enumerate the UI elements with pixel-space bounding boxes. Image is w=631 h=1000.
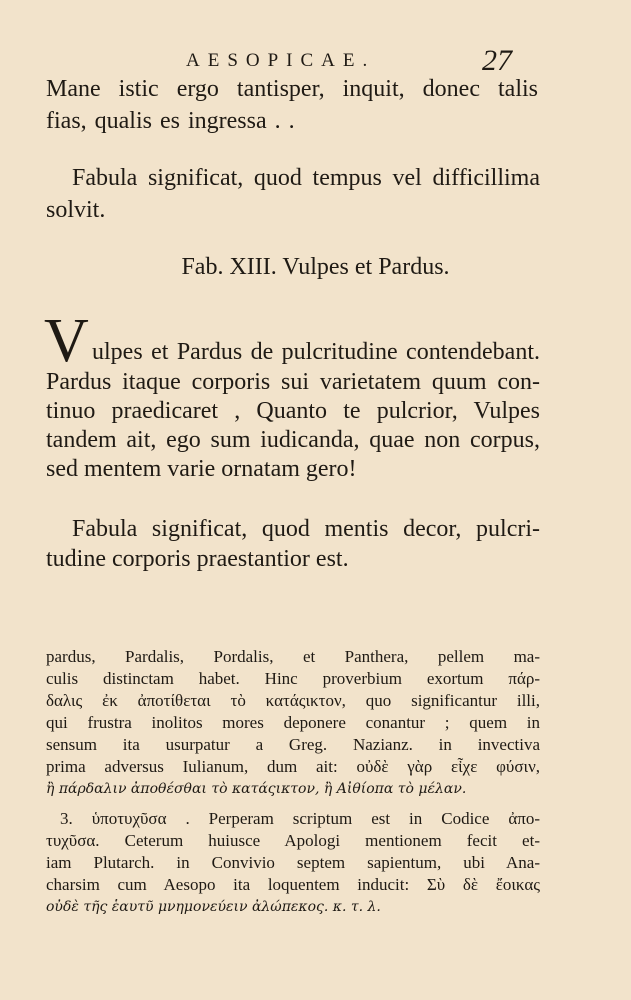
running-head <box>0 46 631 80</box>
footnote-line: charsim cum Aesopo ita loquentem inducit: Σὺ δὲ ἔοικας <box>46 875 540 894</box>
moral-line: tudine corporis praestantior est. <box>46 546 349 572</box>
moral-line: Fabula significat, quod tempus vel difficillima <box>72 165 540 191</box>
fable-line: tandem ait, ego sum iudicanda, quae non corpus, <box>46 427 540 453</box>
paragraph-line: fias, qualis es ingressa . . <box>46 108 295 134</box>
footnote-line: culis distinctam habet. Hinc proverbium exortum πάρ- <box>46 669 540 688</box>
footnote-line: iam Plutarch. in Convivio septem sapientum, ubi Ana- <box>46 853 540 872</box>
fable-line: tinuo praedicaret , Quanto te pulcrior, Vulpes <box>46 398 540 424</box>
fable-line: ulpes et Pardus de pulcritudine contendebant. <box>92 339 540 365</box>
fable-line: sed mentem varie ornatam gero! <box>46 456 357 482</box>
footnote-line: pardus, Pardalis, Pordalis, et Panthera, pellem ma- <box>46 647 540 666</box>
footnote-greek-line: οὐδὲ τῆς ἑαυτῦ μνημονεύειν ἀλώπεκος. κ. τ. λ. <box>46 899 381 915</box>
footnote-line: 3. ὑποτυχῦσα . Perperam scriptum est in Codice ἀπο- <box>60 809 540 828</box>
fable-title: Fab. XIII. Vulpes et Pardus. <box>181 254 450 280</box>
moral-line: Fabula significat, quod mentis decor, pulcri- <box>72 516 540 542</box>
moral-line: solvit. <box>46 197 106 223</box>
footnote-line: qui frustra inolitos mores deponere conantur ; quem in <box>46 713 540 732</box>
paragraph-line: Mane istic ergo tantisper, inquit, donec talis <box>46 76 538 102</box>
footnote-line: prima adversus Iulianum, dum ait: οὐδὲ γὰρ εἶχε φύσιν, <box>46 757 540 776</box>
footnote-line: τυχῦσα. Ceterum huiusce Apologi mentionem fecit et- <box>46 831 540 850</box>
running-title: AESOPICAE. <box>186 50 376 71</box>
footnote-greek-line: ἢ πάρδαλιν ἀποθέσθαι τὸ κατάςικτον, ἢ Αἰθίοπα τὸ μέλαν. <box>46 781 467 797</box>
drop-cap: V <box>44 307 89 375</box>
footnote-line: sensum ita usurpatur a Greg. Nazianz. in invectiva <box>46 735 540 754</box>
page-number: 27 <box>482 44 512 77</box>
fable-line: Pardus itaque corporis sui varietatem quum con- <box>46 369 540 395</box>
footnote-line: δαλις ἐκ ἀποτίθεται τὸ κατάςικτον, quo significantur illi, <box>46 691 540 710</box>
